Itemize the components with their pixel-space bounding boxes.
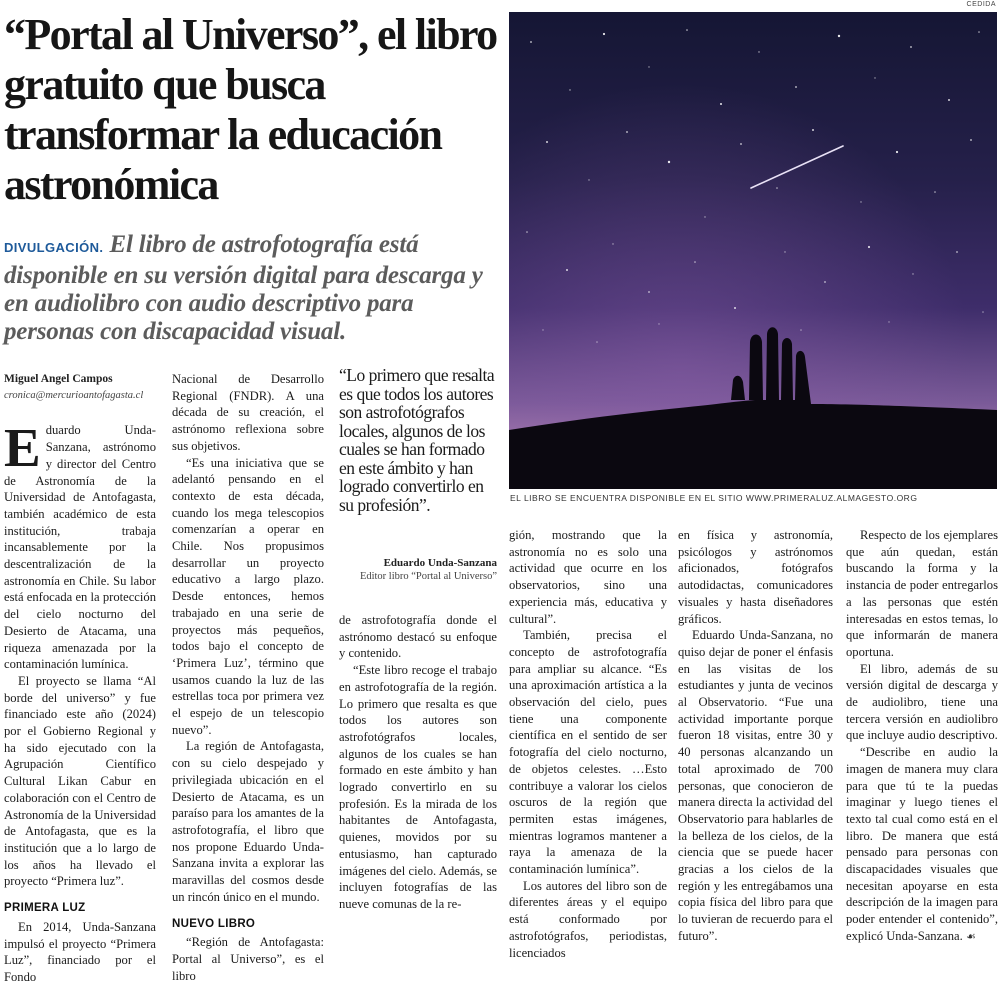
pull-quote: “Lo primero que resalta es que todos los autores son astrofotógrafos locales, algunos de los cuales se han formado en este ámbito y han logrado convertirlo en su profesión”. — [339, 365, 495, 515]
pull-quote-attribution — [339, 557, 497, 582]
section-kicker: DIVULGACIÓN. — [4, 240, 104, 255]
paragraph: Los autores del libro son de diferentes áreas y el equipo está conformado por astrofotógrafos, periodistas, licenciados — [509, 878, 667, 960]
paragraph: en física y astronomía, psicólogos y astrónomos aficionados, fotógrafos autodidactas, comunicadores visuales y hasta diseñadores gráficos. — [678, 528, 833, 626]
paragraph: “Describe en audio la imagen de manera muy clara para que tú te la puedas imaginar y luego tienes el texto tal cual como está en el libro. De manera que está pensado para personas con discapacidades visuales que necesitan apoyarse en esta descripción de la imagen para poder entender el contenido”, explicó Unda-Sanzana. ☙ — [846, 745, 998, 943]
lead-paragraph — [4, 231, 499, 346]
subhead-primera-luz: PRIMERA LUZ — [4, 902, 86, 915]
paragraph: “Es una iniciativa que se adelantó pensando en el contexto de esta década, cuando los mega telescopios comenzarían a operar en Chile. Nos propusimos desarrollar un proyecto educativo a largo plazo. Desde entonces, hemos trabajado en una serie de proyectos más pequeños, todos bajo el concepto de ‘Primera Luz’, término que usamos cuando la luz de las estrellas toca por primera vez el espejo de un telescopio nuevo”. — [172, 455, 324, 737]
paragraph: El libro, además de su versión digital de descarga y de audiolibro, tiene una tercera versión en audiolibro que incluye audio descriptivo. — [846, 661, 998, 743]
paragraph: “Este libro recoge el trabajo en astrofotografía de la región. Lo primero que resalta es que todos los autores son astrofotógrafos locales, algunos de los cuales se han formado en este ámbito y han logrado convertirlo en su profesión. Es la mirada de los habitantes de Antofagasta, quienes, movidos por su entusiasmo, han capturado imágenes del cielo. Además, se incluyen fotografías de las nueve comunas de la re- — [339, 663, 497, 911]
photo-credit: CEDIDA — [966, 1, 996, 8]
paragraph: Eduardo Unda-Sanzana, astrónomo y director del Centro de Astronomía de la Universidad de Antofagasta, también académico de esta institución, trabaja incansablemente por la descentralización de la astronomía en Chile. Su labor está enfocada en la protección del cielo nocturno del Desierto de Atacama, una riqueza amenazada por la contaminación lumínica. — [4, 417, 156, 672]
paragraph: En 2014, Unda-Sanzana impulsó el proyecto “Primera Luz”, financiado por el Fondo — [4, 919, 156, 984]
paragraph: de astrofotografía donde el astrónomo destacó su enfoque y contenido. — [339, 613, 497, 661]
photo-caption: EL LIBRO SE ENCUENTRA DISPONIBLE EN EL SITIO WWW.PRIMERALUZ.ALMAGESTO.ORG — [510, 493, 918, 503]
lead-text: El libro de astrofotografía está disponible en su versión digital para descarga y en audiolibro con audio descriptivo para personas con discapacidad visual. — [4, 231, 483, 345]
night-sky-photo — [509, 12, 997, 489]
column-6 — [846, 527, 998, 946]
column-3 — [339, 612, 497, 913]
pull-quote-name: Eduardo Unda-Sanzana — [383, 557, 497, 569]
column-4 — [509, 527, 667, 961]
paragraph: “Región de Antofagasta: Portal al Universo”, es el libro — [172, 935, 324, 983]
author-name: Miguel Angel Campos — [4, 373, 113, 385]
end-mark-icon: ☙ — [965, 930, 976, 943]
paragraph: La región de Antofagasta, con su cielo despejado y privilegiada ubicación en el Desierto de Atacama, es un paraíso para los amantes de la astrofotografía, el libro que nos propone Eduardo Unda-Sanzana invita a explorar las maravillas del cosmos desde un rincón único en el mundo. — [172, 739, 324, 904]
paragraph: Nacional de Desarrollo Regional (FNDR). A una década de su creación, el astrónomo reflexiona sobre sus objetivos. — [172, 372, 324, 453]
subhead-nuevo-libro: NUEVO LIBRO — [172, 917, 256, 930]
column-5 — [678, 527, 833, 945]
paragraph: Respecto de los ejemplares que aún quedan, están buscando la forma y la instancia de poder entregarlos a las personas que estén interesadas en estos temas, lo que informarán de manera oportuna. — [846, 528, 998, 659]
column-2 — [172, 371, 324, 984]
drop-cap: E — [4, 417, 41, 479]
author-email: cronica@mercurioantofagasta.cl — [4, 389, 144, 401]
paragraph: El proyecto se llama “Al borde del universo” y fue financiado este año (2024) por el Gobierno Regional y ha sido ejecutado con la Agrupación Científico Cultural Likan Cabur en colaboración con el Centro de Astronomía de la Universidad de Antofagasta, que es la institución que a lo largo de los años ha llevado el proyecto “Primera luz”. — [4, 673, 156, 889]
paragraph: Eduardo Unda-Sanzana, no quiso dejar de poner el énfasis en las visitas de los estudiantes y junta de vecinos al Observatorio. “Fue una actividad importante porque fueron 18 visitas, entre 30 y 40 personas alcanzando un total aproximado de 700 personas, que conocieron de manera directa la actividad del Observatorio para hablarles de la belleza de los cielos, de la ciencia que se puede hacer gracias a los cielos de la región y les entregábamos una copia física del libro para que lo tuvieran de recuerdo para el futuro”. — [678, 628, 833, 943]
paragraph: gión, mostrando que la astronomía no es solo una actividad que ocurre en los observatorios, sino una experiencia más, educativa y cultural”. — [509, 528, 667, 626]
pull-quote-role: Editor libro “Portal al Universo” — [359, 571, 497, 582]
headline: “Portal al Universo”, el libro gratuito que busca transformar la educación astronómica — [4, 10, 497, 209]
column-1 — [4, 371, 156, 986]
paragraph: También, precisa el concepto de astrofotografía para ampliar su alcance. “Es una aproximación artística a la observación del cielo, pues tiene una componente científica en el sentido de ser fotografía del cielo nocturno, de objetos celestes. …Esto contribuye a valorar los cielos oscuros de la región que permiten estas imágenes, mientras logramos mantener a raya la amenaza de la contaminación lumínica”. — [509, 628, 667, 877]
